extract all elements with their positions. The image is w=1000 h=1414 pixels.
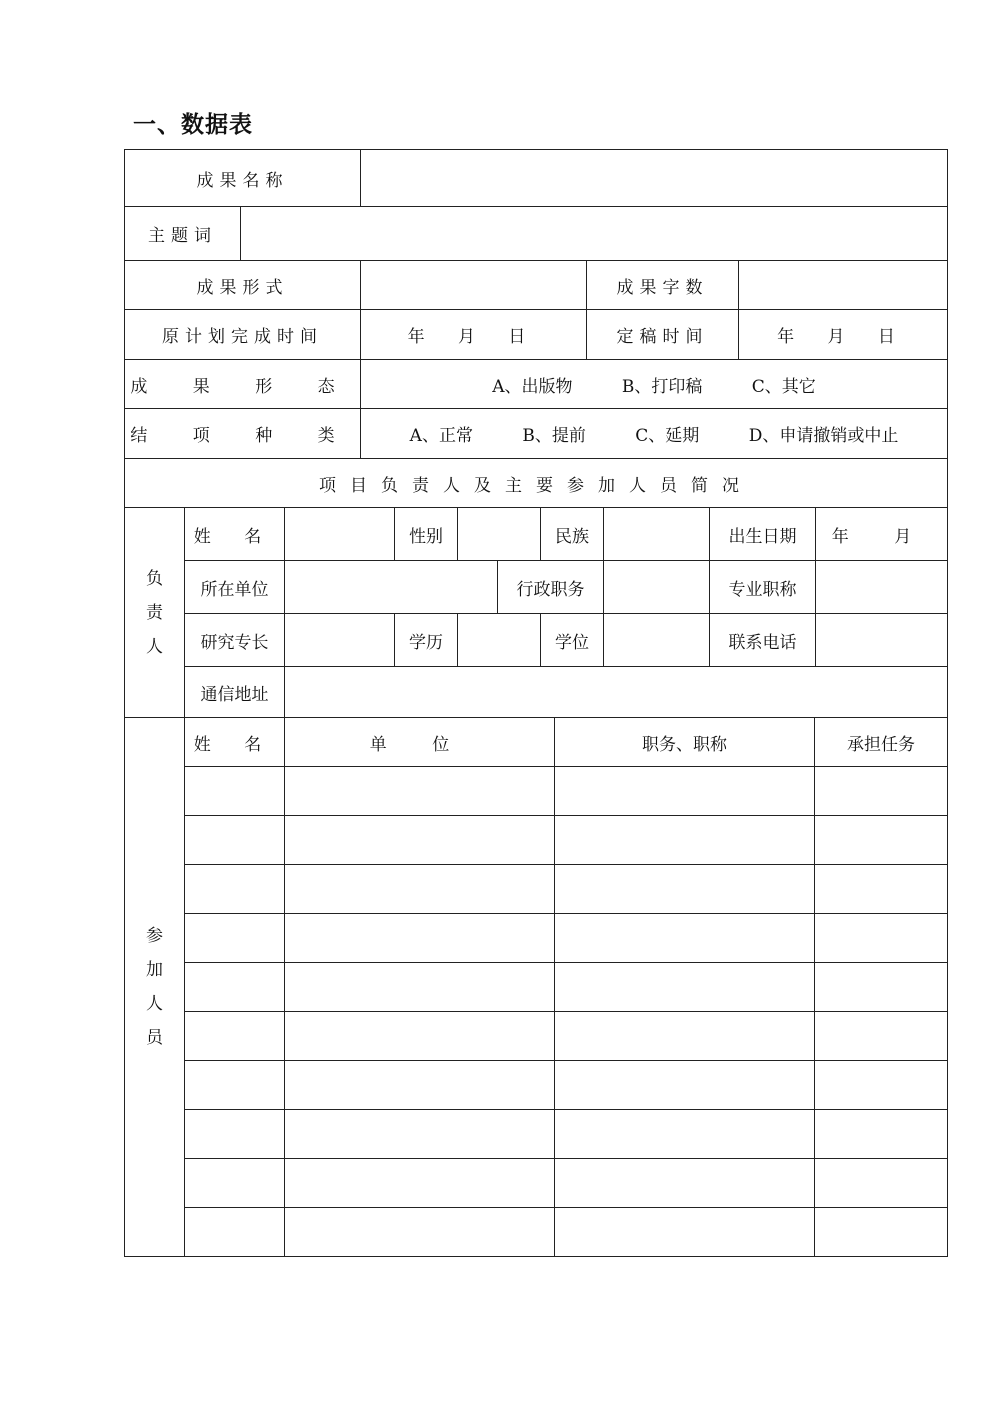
table-row [125,816,948,865]
cell[interactable] [285,1159,555,1208]
table-row [125,865,948,914]
result-form-label: 成果形式 [125,261,361,310]
keywords-label: 主题词 [125,207,241,261]
leader-specialty-label: 研究专长 [185,614,285,667]
leader-degree-field[interactable] [604,614,710,667]
participants-group-label: 参 加 人 员 [125,718,185,1257]
leader-admin-post-field[interactable] [604,561,710,614]
result-form-field[interactable] [361,261,587,310]
closure-type-label: 结 项 种 类 [125,409,361,459]
leader-gender-label: 性别 [395,508,458,561]
leader-title-label: 专业职称 [710,561,816,614]
cell[interactable] [555,1061,815,1110]
cell[interactable] [555,767,815,816]
leader-unit-label: 所在单位 [185,561,285,614]
leader-ethnicity-label: 民族 [541,508,604,561]
cell[interactable] [815,1012,948,1061]
cell[interactable] [815,1061,948,1110]
leader-specialty-field[interactable] [285,614,395,667]
cell[interactable] [285,914,555,963]
cell[interactable] [285,865,555,914]
cell[interactable] [185,1061,285,1110]
leader-birth-field[interactable]: 年 月 [816,508,948,561]
leader-name-label: 姓 名 [185,508,285,561]
leader-education-field[interactable] [458,614,541,667]
cell[interactable] [185,963,285,1012]
leader-name-field[interactable] [285,508,395,561]
cell[interactable] [555,1110,815,1159]
cell[interactable] [285,1208,555,1257]
leader-title-field[interactable] [816,561,948,614]
cell[interactable] [185,1110,285,1159]
col-header-name: 姓 名 [185,718,285,767]
closure-type-options [361,409,948,459]
cell[interactable] [555,1208,815,1257]
col-header-unit: 单 位 [285,718,555,767]
cell[interactable] [815,767,948,816]
cell[interactable] [815,1159,948,1208]
planned-completion-label: 原计划完成时间 [125,310,361,360]
cell[interactable] [185,1012,285,1061]
leader-degree-label: 学位 [541,614,604,667]
table-row [125,963,948,1012]
result-name-label: 成果名称 [125,150,361,207]
finalized-label: 定稿时间 [587,310,739,360]
leader-phone-field[interactable] [816,614,948,667]
cell[interactable] [815,865,948,914]
result-state-options [361,360,948,409]
table-row [125,1012,948,1061]
leader-admin-post-label: 行政职务 [498,561,604,614]
option-printed[interactable]: B、打印稿 [621,376,703,397]
leader-group-label: 负 责 人 [125,508,185,718]
finalized-date[interactable]: 年 月 日 [739,310,948,360]
leader-address-field[interactable] [285,667,948,718]
cell[interactable] [815,1110,948,1159]
word-count-label: 成果字数 [587,261,739,310]
leader-birth-label: 出生日期 [710,508,816,561]
cell[interactable] [555,1012,815,1061]
cell[interactable] [185,767,285,816]
option-withdraw[interactable]: D、申请撤销或中止 [748,426,899,446]
page-title: 一、数据表 [133,112,253,138]
cell[interactable] [555,1159,815,1208]
option-publication[interactable]: A、出版物 [492,376,573,397]
result-name-field[interactable] [361,150,948,207]
cell[interactable] [185,816,285,865]
keywords-field[interactable] [241,207,948,261]
table-row [125,767,948,816]
leader-address-label: 通信地址 [185,667,285,718]
cell[interactable] [185,865,285,914]
option-normal[interactable]: A、正常 [409,426,473,446]
col-header-position: 职务、职称 [555,718,815,767]
cell[interactable] [815,816,948,865]
cell[interactable] [285,1012,555,1061]
cell[interactable] [185,1159,285,1208]
col-header-task: 承担任务 [815,718,948,767]
cell[interactable] [285,1110,555,1159]
cell[interactable] [285,767,555,816]
cell[interactable] [555,963,815,1012]
leader-ethnicity-field[interactable] [604,508,710,561]
cell[interactable] [555,914,815,963]
cell[interactable] [815,963,948,1012]
word-count-field[interactable] [739,261,948,310]
leader-phone-label: 联系电话 [710,614,816,667]
personnel-section-title: 项目负责人及主要参加人员简况 [125,459,948,508]
cell[interactable] [815,1208,948,1257]
cell[interactable] [285,816,555,865]
option-other[interactable]: C、其它 [751,376,816,397]
cell[interactable] [285,963,555,1012]
cell[interactable] [285,1061,555,1110]
table-row [125,1061,948,1110]
leader-table [124,507,948,718]
leader-education-label: 学历 [395,614,458,667]
table-row [125,1159,948,1208]
basic-info-table [124,149,948,508]
table-row [125,914,948,963]
cell[interactable] [815,914,948,963]
table-row [125,1110,948,1159]
cell[interactable] [185,1208,285,1257]
cell[interactable] [185,914,285,963]
option-early[interactable]: B、提前 [522,426,586,446]
cell[interactable] [555,816,815,865]
leader-gender-field[interactable] [458,508,541,561]
result-state-label: 成 果 形 态 [125,360,361,409]
planned-completion-date[interactable]: 年 月 日 [361,310,587,360]
table-row [125,1208,948,1257]
option-delayed[interactable]: C、延期 [635,426,700,446]
cell[interactable] [555,865,815,914]
leader-unit-field[interactable] [285,561,498,614]
participants-table [124,717,948,1257]
